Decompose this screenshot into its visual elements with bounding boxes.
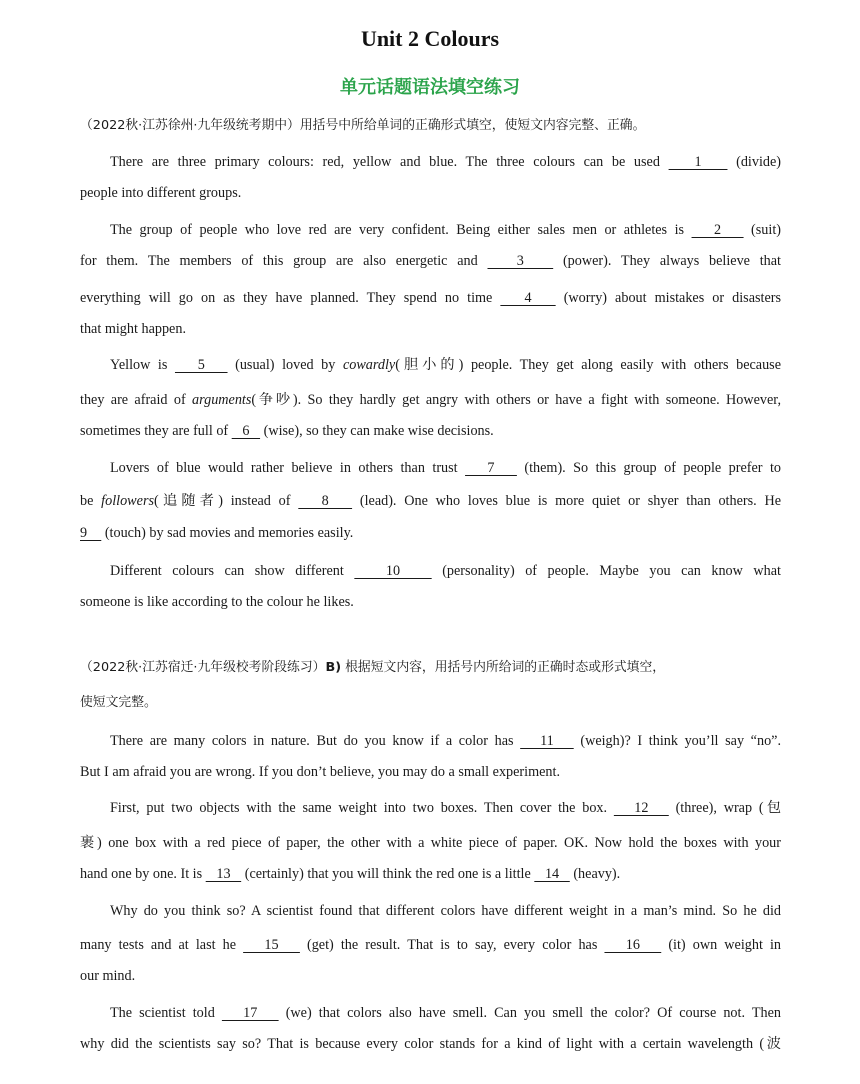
passage-line: The group of people who love red are very confident. Being either sales men or athletes is 2 (suit)	[110, 222, 781, 238]
passage-line: someone is like according to the colour he likes.	[80, 594, 354, 610]
blank-9[interactable]: 9	[80, 525, 102, 541]
blank-13[interactable]: 13	[205, 866, 242, 882]
passage-line: sometimes they are full of 6 (wise), so they can make wise decisions.	[80, 423, 494, 439]
passage-line: First, put two objects with the same weight into two boxes. Then cover the box. 12 (three), wrap (包	[110, 800, 782, 816]
passage-line: why did the scientists say so? That is because every color stands for a kind of light with a certain wavelength (波	[80, 1036, 781, 1052]
section-a-source: （2022秋·江苏徐州·九年级统考期中）用括号中所给单词的正确形式填空，使短文内容完整、正确。	[80, 118, 646, 133]
passage-line: Yellow is 5 (usual) loved by cowardly(胆小的) people. They get along easily with others because	[110, 357, 781, 373]
passage-line: 裹) one box with a red piece of paper, the other with a white piece of paper. OK. Now hold the boxes with your	[80, 835, 781, 851]
blank-6[interactable]: 6	[231, 423, 261, 439]
passage-line: people into different groups.	[80, 185, 242, 201]
section-b-source-cont: 使短文完整。	[80, 695, 157, 710]
passage-line: The scientist told 17 (we) that colors also have smell. Can you smell the color? Of course not. Then	[110, 1005, 781, 1021]
passage-line: Lovers of blue would rather believe in others than trust 7 (them). So this group of people prefer to	[110, 460, 782, 476]
blank-16[interactable]: 16	[604, 937, 662, 953]
passage-line: many tests and at last he 15 (get) the result. That is to say, every color has 16 (it) own weight in	[80, 937, 782, 953]
section-b-source: （2022秋·江苏宿迁·九年级校考阶段练习）B) 根据短文内容，用括号内所给词的正确时态或形式填空，	[80, 660, 666, 675]
passage-line: Different colours can show different 10 (personality) of people. Maybe you can know what	[110, 563, 781, 579]
passage-line: There are many colors in nature. But do you know if a color has 11 (weigh)? I think you’ll say “no”.	[110, 733, 782, 749]
page-title: Unit 2 Colours	[360, 26, 500, 51]
passage-line: Why do you think so? A scientist found that different colors have different weight in a man’s mind. So he did	[110, 903, 781, 919]
blank-11[interactable]: 11	[520, 733, 574, 749]
blank-5[interactable]: 5	[174, 357, 228, 373]
passage-line: But I am afraid you are wrong. If you don’t believe, you may do a small experiment.	[80, 764, 561, 780]
passage-line: 9 (touch) by sad movies and memories easily.	[80, 525, 354, 541]
blank-10[interactable]: 10	[354, 563, 432, 579]
blank-8[interactable]: 8	[298, 493, 353, 509]
blank-12[interactable]: 12	[613, 800, 669, 816]
blank-1[interactable]: 1	[668, 154, 728, 170]
blank-4[interactable]: 4	[500, 290, 556, 306]
blank-7[interactable]: 7	[465, 460, 517, 476]
blank-15[interactable]: 15	[243, 937, 300, 953]
passage-line: hand one by one. It is 13 (certainly) that you will think the red one is a little 14 (heavy).	[80, 866, 621, 882]
blank-17[interactable]: 17	[221, 1005, 279, 1021]
page-subtitle: 单元话题语法填空练习	[340, 77, 520, 98]
passage-line: be followers(追随者) instead of 8 (lead). One who loves blue is more quiet or shyer than others. He	[80, 493, 781, 509]
passage-line: for them. The members of this group are also energetic and 3 (power). They always believe that	[80, 253, 781, 269]
blank-3[interactable]: 3	[487, 253, 554, 269]
blank-14[interactable]: 14	[534, 866, 570, 882]
passage-line: everything will go on as they have planned. They spend no time 4 (worry) about mistakes or disasters	[80, 290, 781, 306]
passage-line: they are afraid of arguments(争吵). So they hardly get angry with others or have a fight with someone. However,	[80, 392, 781, 408]
passage-line: There are three primary colours: red, yellow and blue. The three colours can be used 1 (divide)	[110, 154, 782, 170]
passage-line: that might happen.	[80, 321, 186, 337]
blank-2[interactable]: 2	[691, 222, 744, 238]
passage-line: our mind.	[80, 968, 136, 984]
